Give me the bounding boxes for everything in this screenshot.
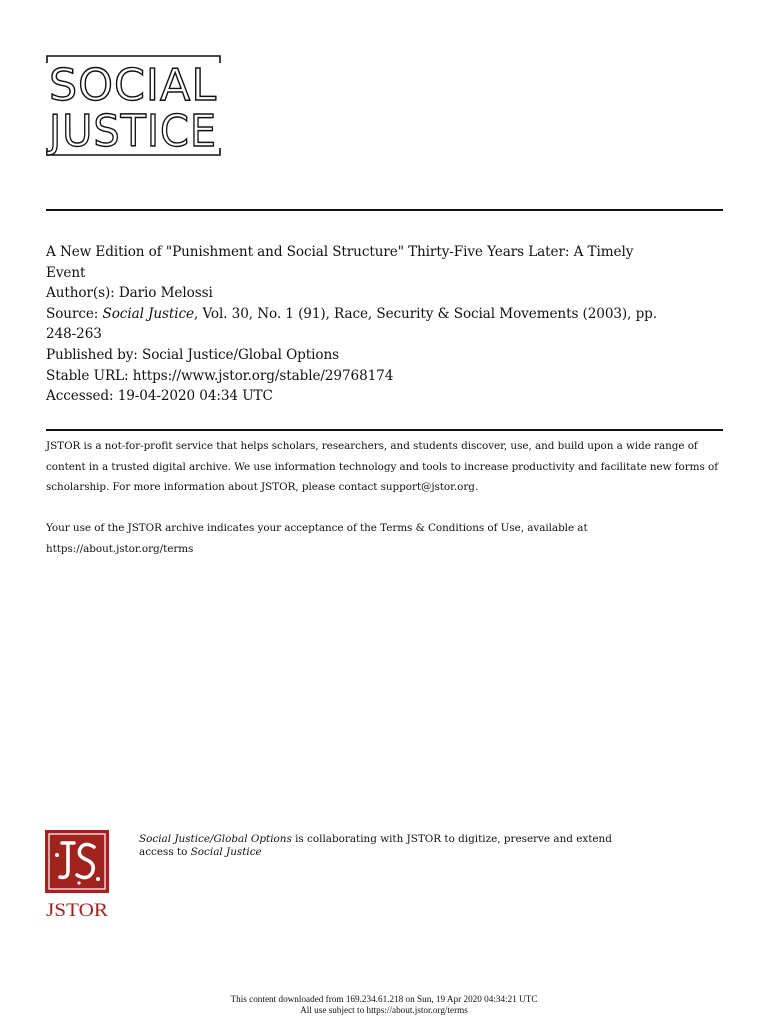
download-footer <box>0 994 768 1016</box>
jstor-logo <box>44 829 112 921</box>
article-source: Source: Social Justice, Vol. 30, No. 1 (91), Race, Security & Social Movements (2003), pp. <box>46 305 658 322</box>
logo-line-social: SOCIAL <box>49 60 217 111</box>
top-divider <box>46 209 723 211</box>
article-title-continued: Event <box>46 264 86 281</box>
source-journal: Social Justice <box>102 305 194 322</box>
article-accessed: Accessed: 19-04-2020 04:34 UTC <box>46 388 273 405</box>
footer-terms: All use subject to https://about.jstor.org/terms <box>300 1005 468 1015</box>
article-stable-url: Stable URL: https://www.jstor.org/stable/29768174 <box>46 367 394 384</box>
collab-publisher: Social Justice/Global Options <box>139 833 292 845</box>
article-pages: 248-263 <box>46 326 102 343</box>
article-authors: Author(s): Dario Melossi <box>46 285 213 302</box>
collaboration-statement: Social Justice/Global Options is collaborating with JSTOR to digitize, preserve and extend access to Social Justice <box>139 833 612 858</box>
footer-download-info: This content downloaded from 169.234.61.218 on Sun, 19 Apr 2020 04:34:21 UTC <box>230 994 538 1004</box>
logo-line-justice: JUSTICE <box>46 106 218 157</box>
social-justice-logo <box>44 54 224 158</box>
middle-divider <box>46 429 723 431</box>
terms-notice: Your use of the JSTOR archive indicates your acceptance of the Terms & Conditions of Use, available at https://about.jstor.org/terms <box>46 518 726 559</box>
jstor-notice: JSTOR is a not-for-profit service that helps scholars, researchers, and students discover, use, and build upon a wide range of content in a trusted digital archive. We use information technology and tools to increase productivity and facilitate new forms of scholarship. For more information about JSTOR, please contact support@jstor.org. <box>46 440 719 493</box>
collab-journal: Social Justice <box>190 846 262 858</box>
jstor-emblem-icon <box>44 829 112 921</box>
stable-url-link[interactable]: https://www.jstor.org/stable/29768174 <box>132 367 394 384</box>
jstor-wordmark: JSTOR <box>46 900 109 921</box>
article-title: A New Edition of "Punishment and Social Structure" Thirty-Five Years Later: A Timely <box>46 244 634 260</box>
terms-link[interactable]: https://about.jstor.org/terms <box>46 542 194 555</box>
article-publisher: Published by: Social Justice/Global Options <box>46 346 339 363</box>
article-metadata <box>46 242 722 407</box>
